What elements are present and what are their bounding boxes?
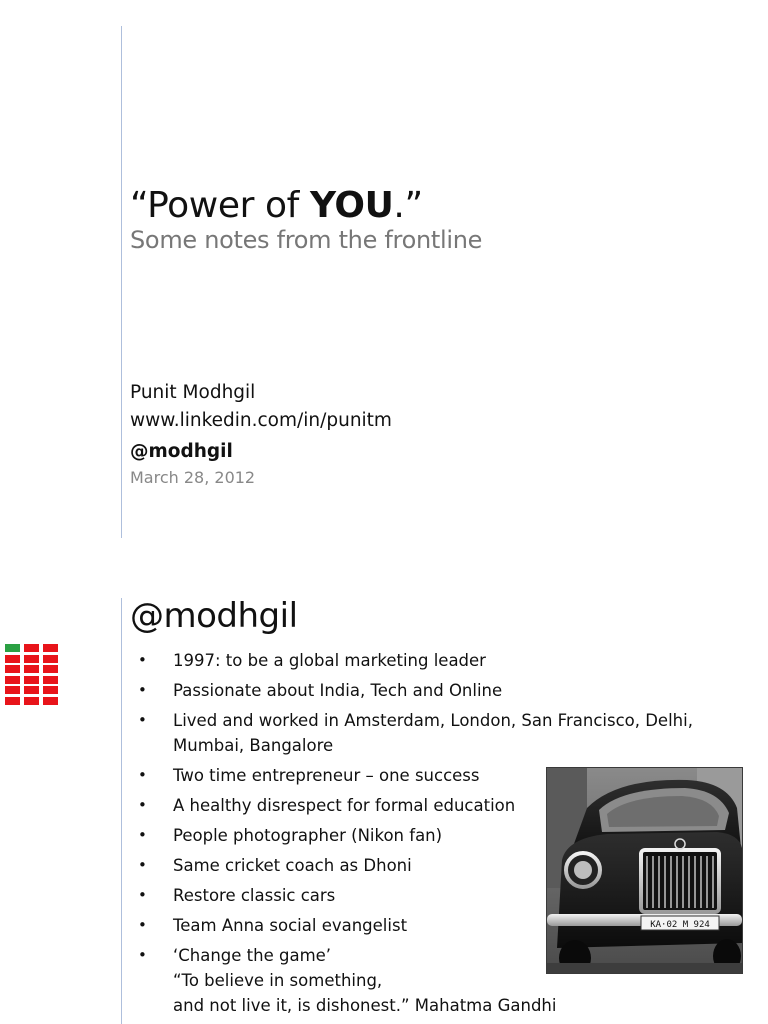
bullet-text: • A healthy disrespect for formal education	[173, 796, 516, 815]
author-twitter-handle: @modhgil	[130, 441, 233, 462]
bullet-text: • Two time entrepreneur – one success	[173, 766, 480, 785]
author-name: Punit Modhgil	[130, 382, 256, 403]
grid-logo-cell	[24, 644, 39, 652]
bullet-text: • Lived and worked in Amsterdam, London, San Francisco, Delhi,	[173, 711, 693, 730]
slide-divider-line	[121, 598, 122, 1024]
classic-car-icon	[547, 768, 742, 973]
grid-logo-cell	[5, 644, 20, 652]
bullet-item	[135, 678, 755, 703]
grid-logo-cell	[24, 697, 39, 705]
slide-title: “Power of YOU.”	[130, 185, 423, 226]
grid-logo-cell	[5, 697, 20, 705]
grid-logo-cell	[24, 686, 39, 694]
slide-subtitle: Some notes from the frontline	[130, 226, 483, 254]
grid-logo-cell	[43, 655, 58, 663]
bullet-text: • People photographer (Nikon fan)	[173, 826, 443, 845]
bullet-text: • 1997: to be a global marketing leader	[173, 651, 486, 670]
author-linkedin-url: www.linkedin.com/in/punitm	[130, 410, 392, 431]
grid-logo-cell	[5, 655, 20, 663]
grid-logo-cell	[24, 676, 39, 684]
bullet-text: “To believe in something,	[173, 971, 383, 990]
grid-logo-cell	[5, 665, 20, 673]
grid-logo-cell	[43, 686, 58, 694]
bullet-text: • ‘Change the game’	[173, 946, 332, 965]
bullet-item	[135, 708, 755, 758]
grid-logo-cell	[5, 676, 20, 684]
grid-logo-cell	[43, 676, 58, 684]
grid-logo-cell	[43, 665, 58, 673]
grid-logo-cell	[5, 686, 20, 694]
grid-logo-icon	[5, 644, 61, 706]
bullet-text: • Same cricket coach as Dhoni	[173, 856, 412, 875]
bullet-text: and not live it, is dishonest.” Mahatma Gandhi	[173, 996, 557, 1015]
about-slide	[0, 560, 768, 1024]
license-plate-text: KA·02 M 924	[650, 920, 710, 930]
slide-divider-line	[121, 26, 122, 538]
grid-logo-cell	[43, 697, 58, 705]
bullet-text: • Restore classic cars	[173, 886, 336, 905]
bullet-text: • Team Anna social evangelist	[173, 916, 408, 935]
bullet-text: • Passionate about India, Tech and Online	[173, 681, 503, 700]
slide-title: @modhgil	[130, 596, 298, 636]
grid-logo-cell	[24, 665, 39, 673]
bullet-item	[135, 648, 755, 673]
classic-car-photo	[546, 767, 743, 974]
grid-logo-cell	[43, 644, 58, 652]
bullet-text: Mumbai, Bangalore	[173, 736, 334, 755]
grid-logo-cell	[24, 655, 39, 663]
presentation-date: March 28, 2012	[130, 468, 256, 487]
